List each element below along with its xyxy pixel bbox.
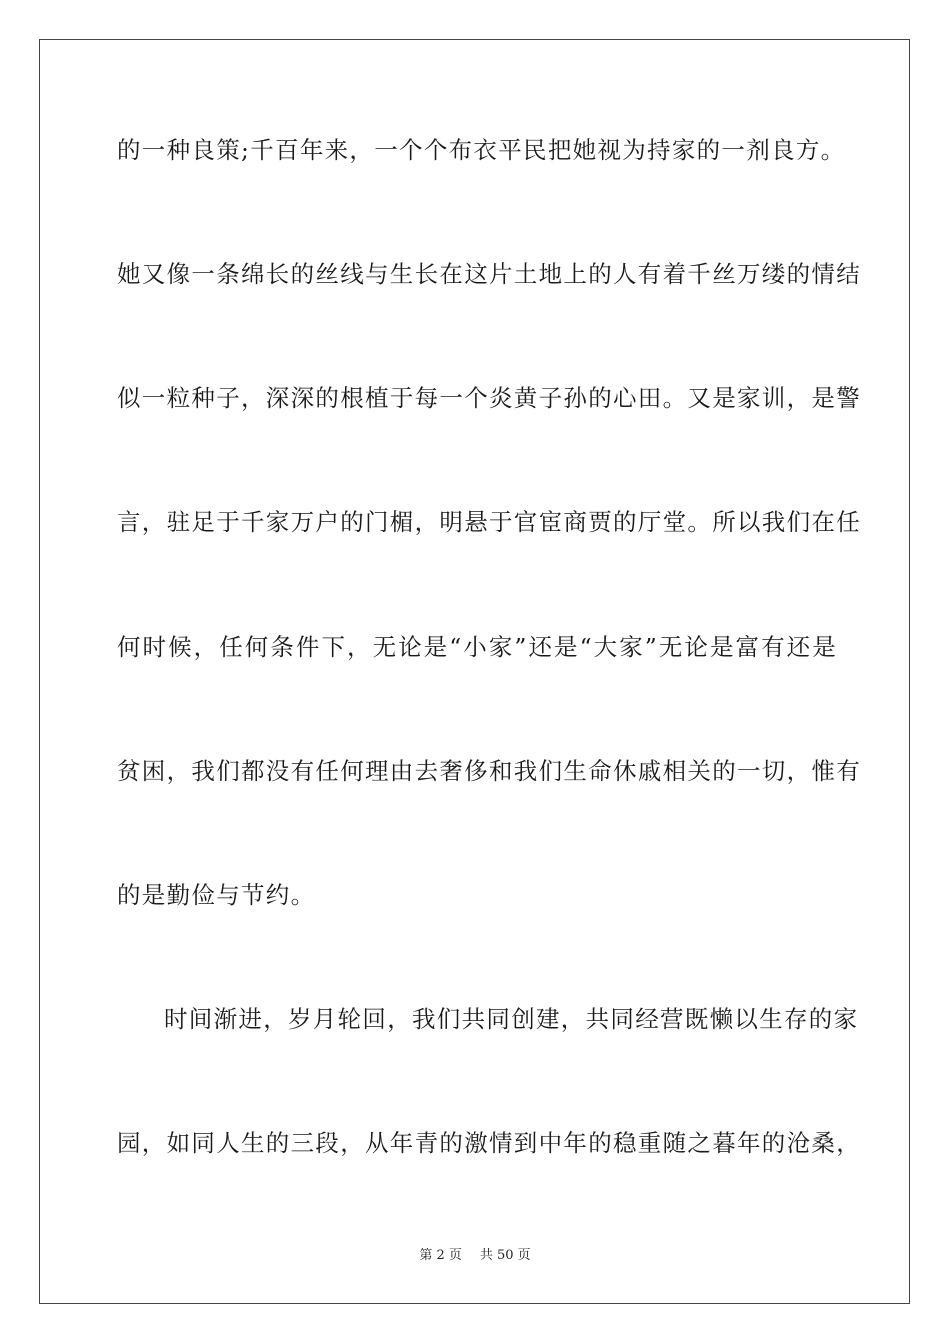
page-number: 第 2 页 [419, 1248, 462, 1263]
text-line-9: 园，如同人生的三段，从年青的激情到中年的稳重随之暮年的沧桑， [117, 1129, 861, 1157]
page-border [39, 39, 910, 1304]
text-line-3: 似一粒种子，深深的根植于每一个炎黄子孙的心田。又是家训，是警 [117, 384, 861, 412]
text-line-1: 的一种良策;千百年来，一个个布衣平民把她视为持家的一剂良方。 [117, 136, 846, 164]
text-line-5: 何时候，任何条件下，无论是“小家”还是“大家”无论是富有还是 [117, 633, 837, 661]
page-total: 共 50 页 [479, 1248, 531, 1263]
text-line-4: 言，驻足于千家万户的门楣，明悬于官宦商贾的厅堂。所以我们在任 [117, 508, 861, 536]
text-line-8: 时间渐进，岁月轮回，我们共同创建，共同经营既懒以生存的家 [164, 1005, 859, 1033]
page-footer [0, 1247, 950, 1265]
text-line-6: 贫困，我们都没有任何理由去奢侈和我们生命休戚相关的一切，惟有 [117, 757, 861, 785]
text-line-7: 的是勤俭与节约。 [117, 881, 316, 909]
text-line-2: 她又像一条绵长的丝线与生长在这片土地上的人有着千丝万缕的情结 [117, 260, 861, 288]
